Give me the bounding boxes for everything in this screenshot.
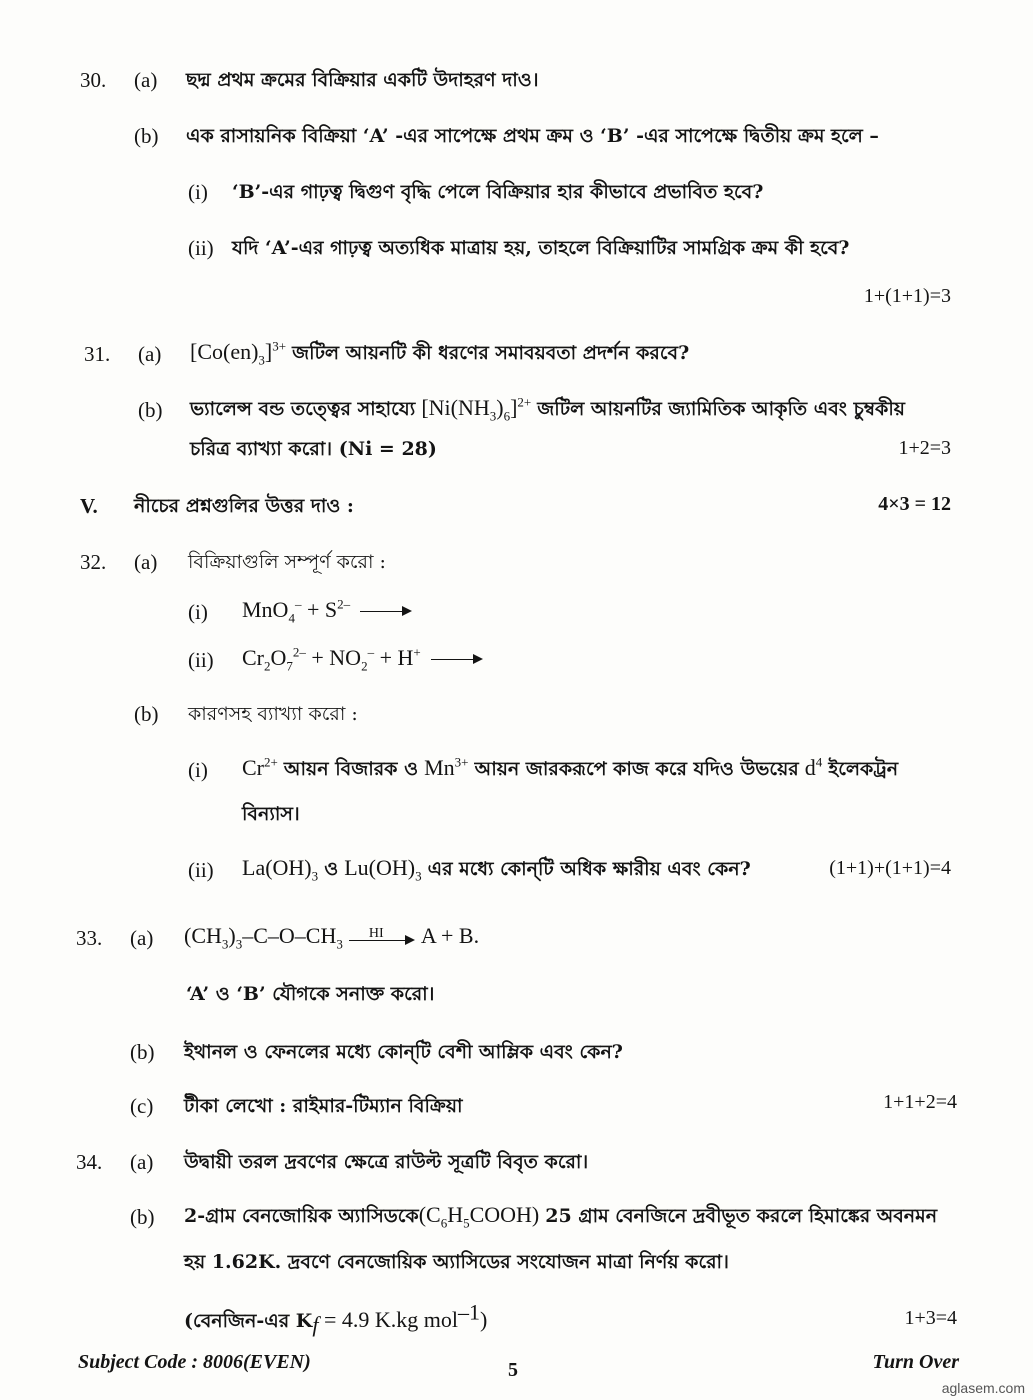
q32-bi-line2: বিন্যাস।: [242, 803, 300, 825]
section-v-number: V.: [80, 494, 98, 518]
q34-b-line1: 2-গ্রাম বেনজোয়িক $অ্যাসিডকে(C_6H_5COOH)$ 25 গ্রাম বেনজিনে দ্রবীভূত করলে হিমাঙ্কের অবনমন: [184, 1202, 938, 1231]
reaction-arrow-icon: [360, 611, 410, 612]
reagent-label: HI: [368, 925, 384, 941]
q34-a-label: (a): [130, 1150, 154, 1174]
q31-b-line1: ভ্যালেন্স বন্ড তত্ত্বের সাহায্যে $[Ni(NH_3)_6]^{2+}$ জটিল আয়নটির জ্যামিতিক আকৃতি এবং চুম্বকীয়: [190, 394, 905, 424]
q31-marks: 1+2=3: [898, 437, 951, 459]
q33-a-label: (a): [130, 926, 154, 950]
q30-ii-text: যদি ‘A’-এর গাঢ়ত্ব অত্যধিক মাত্রায় হয়, তাহলে বিক্রিয়াটির সামগ্রিক ক্রম কী হবে?: [232, 237, 850, 259]
q31-b-formula: $[Ni(NH_3)_6]^{2+}$: [421, 394, 532, 424]
q32-ii-reaction: $Cr_2O_7^{2-} + NO_2^- + H^+$: [242, 646, 481, 670]
reaction-arrow-icon: [349, 926, 415, 950]
q34-b-line2: হয় 1.62K. দ্রবণে বেনজোয়িক অ্যাসিডের সংযোজন মাত্রা নির্ণয় করো।: [184, 1251, 729, 1273]
turn-over: Turn Over: [872, 1351, 959, 1373]
q34-b-line3: (বেনজিন-এর $K_f = 4.9$ K.kg mol$^{-1}$): [184, 1299, 488, 1337]
q32-b-text: কারণসহ ব্যাখ্যা করো :: [188, 703, 358, 725]
q31-b-label: (b): [138, 398, 163, 422]
q32-a-label: (a): [134, 550, 158, 574]
q30-marks: 1+(1+1)=3: [863, 285, 951, 307]
q32-a-text: বিক্রিয়াগুলি সম্পূর্ণ করো :: [188, 551, 386, 573]
section-v-heading: নীচের প্রশ্নগুলির উত্তর দাও :: [134, 495, 354, 517]
q30-a-label: (a): [134, 68, 158, 92]
q32-number: 32.: [80, 550, 107, 574]
q30-i-text: ‘B’-এর গাঢ়ত্ব দ্বিগুণ বৃদ্ধি পেলে বিক্রিয়ার হার কীভাবে প্রভাবিত হবে?: [232, 181, 764, 203]
q33-b-text: ইথানল ও ফেনলের মধ্যে কোন্‌টি বেশী আম্লিক এবং কেন?: [184, 1041, 623, 1063]
q32-bi-line1: $Cr^{2+}$ আয়ন বিজারক ও $Mn^{3+}$ আয়ন জারকরূপে কাজ করে যদিও উভয়ের $d^4$ ইলেকট্রন: [242, 754, 899, 780]
q32-i-label: (i): [188, 600, 208, 624]
page-number: 5: [508, 1359, 518, 1381]
q32-bii-label: (ii): [188, 858, 214, 882]
q34-b-label: (b): [130, 1205, 155, 1229]
q33-a-line2: ‘A’ ও ‘B’ যৌগকে সনাক্ত করো।: [186, 983, 435, 1005]
q32-i-reaction: $MnO_4^- + S^{2-}$: [242, 598, 410, 622]
q30-a-text: ছদ্ম প্রথম ক্রমের বিক্রিয়ার একটি উদাহরণ দাও।: [186, 69, 539, 91]
q31-number: 31.: [84, 342, 111, 366]
q30-b-label: (b): [134, 124, 159, 148]
q33-a-reaction: $(CH_3)_3-C-O-CH_3$ HI A + B.: [184, 923, 480, 952]
q32-bi-label: (i): [188, 758, 208, 782]
q31-a-line: [190, 338, 690, 368]
q32-ii-label: (ii): [188, 648, 214, 672]
q32-bii-line: $La(OH)_3$ ও $Lu(OH)_3$ এর মধ্যে কোন্‌টি অধিক ক্ষারীয় এবং কেন?: [242, 855, 751, 884]
reaction-arrow-icon: [431, 659, 481, 660]
q30-i-label: (i): [188, 180, 208, 204]
q33-number: 33.: [76, 926, 103, 950]
q32-b-label: (b): [134, 702, 159, 726]
q33-b-label: (b): [130, 1040, 155, 1064]
q31-a-formula: $[Co(en)_3]^{3+}$: [190, 338, 287, 368]
q31-b-line2: চরিত্র ব্যাখ্যা করো। (Ni = 28): [190, 438, 437, 460]
q30-b-text: এক রাসায়নিক বিক্রিয়া ‘A’ -এর সাপেক্ষে প্রথম ক্রম ও ‘B’ -এর সাপেক্ষে দ্বিতীয় ক্রম হলে –: [186, 125, 879, 147]
section-v-marks: 4×3 = 12: [878, 493, 951, 515]
q30-number: 30.: [80, 68, 107, 92]
q33-c-label: (c): [130, 1094, 154, 1118]
q33-c-text: টীকা লেখো : রাইমার-টিম্যান বিক্রিয়া: [184, 1095, 463, 1117]
q31-a-text: জটিল আয়নটি কী ধরণের সমাবয়বতা প্রদর্শন করবে?: [292, 342, 690, 364]
q34-marks: 1+3=4: [904, 1307, 957, 1329]
q31-a-label: (a): [138, 342, 162, 366]
q32-marks: (1+1)+(1+1)=4: [829, 857, 951, 879]
q34-a-text: উদ্বায়ী তরল দ্রবণের ক্ষেত্রে রাউল্ট সূত্রটি বিবৃত করো।: [184, 1151, 589, 1173]
subject-code: Subject Code : 8006(EVEN): [78, 1351, 311, 1373]
q30-ii-label: (ii): [188, 236, 214, 260]
q34-number: 34.: [76, 1150, 103, 1174]
watermark: aglasem.com: [941, 1380, 1025, 1396]
q33-marks: 1+1+2=4: [883, 1091, 957, 1113]
